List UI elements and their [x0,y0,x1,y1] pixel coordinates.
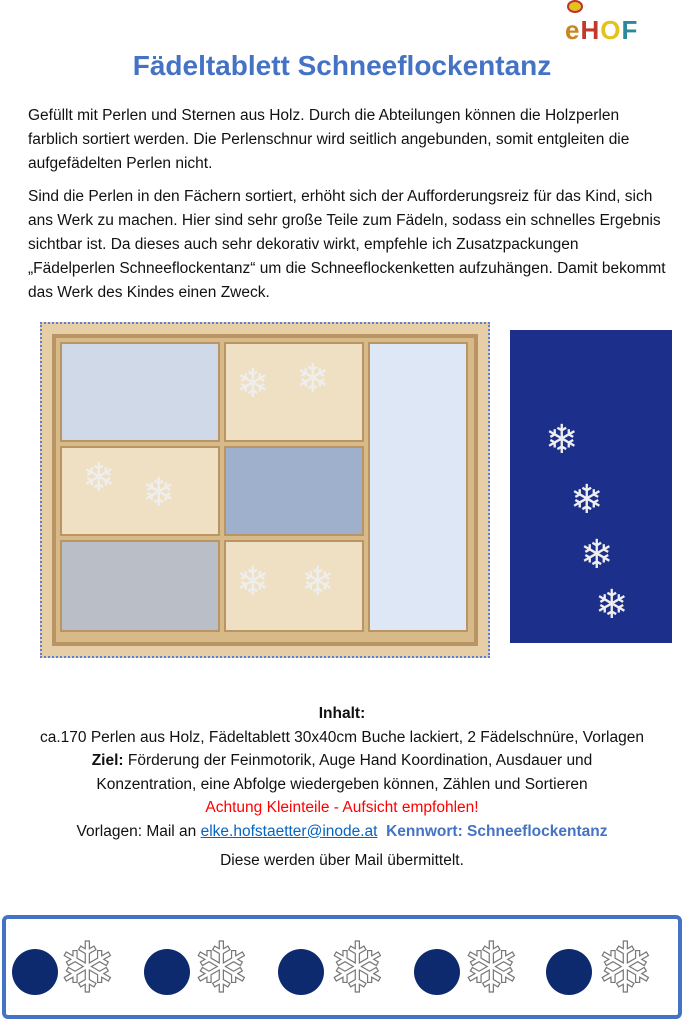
email-link[interactable]: elke.hofstaetter@inode.at [200,822,378,840]
contents-text: ca.170 Perlen aus Holz, Fädeltablett 30x40cm Buche lackiert, 2 Fädelschnüre, Vorlagen [40,728,644,746]
warning-text: Achtung Kleinteile - Aufsicht empfohlen! [205,799,479,816]
circle-icon [546,949,592,995]
circle-icon [12,949,58,995]
goal-line [40,749,644,796]
intro-paragraph: Gefüllt mit Perlen und Sternen aus Holz. Durch die Abteilungen können die Holzperlen farblich sortiert werden. Die Perlenschnur wird seitlich angebunden, somit entgleiten die aufgefädelten Perlen nicht. [28,107,630,172]
snowflake-icon: ❄ [462,929,521,1007]
note-text: Diese werden über Mail übermittelt. [220,852,464,869]
keyword-text: Kennwort: Schneeflockentanz [386,822,608,840]
tray [52,334,478,646]
goal-label: Ziel: [91,752,124,769]
tray-photo [40,322,490,658]
product-info [40,702,644,873]
hof-logo: eHOF [565,0,645,46]
circle-icon [278,949,324,995]
decorative-border [2,915,682,1019]
snowflake-icon: ❄ [596,929,655,1007]
snowflake-icon: ❄ [192,929,251,1007]
page-title: Fädeltablett Schneeflockentanz [132,50,552,81]
contents-heading: Inhalt: [318,705,366,722]
tray-cell-flakes2: ❄ ❄ [60,446,220,536]
tray-cell-flakes3: ❄ ❄ [224,540,364,632]
tray-cell-flakes: ❄ ❄ [224,342,364,442]
tray-cell-beads [60,342,220,442]
circle-icon [144,949,190,995]
goal-text: Förderung der Feinmotorik, Auge Hand Koordination, Ausdauer und Konzentration, eine Abfolge wiedergeben können, Zählen und Sortieren [96,752,593,793]
tray-cell-templates [368,342,468,632]
snowflake-icon: ❄ [328,929,387,1007]
circle-icon [414,949,460,995]
snowflake-icon: ❄ [58,929,117,1007]
tray-cell-blue-beads [224,446,364,536]
templates-line [40,820,644,844]
description-paragraph: Sind die Perlen in den Fächern sortiert, erhöht sich der Aufforderungsreiz für das Kind, sich ans Werk zu machen. Hier sind sehr große Teile zum Fädeln, sodass ein schnelles Ergebnis sichtbar ist. Da dieses auch sehr dekorativ wirkt, empfehle ich Zusatzpackungen „Fädelperlen Schneeflockentanz“ um die Schneeflockenketten aufzuhängen. Damit bekommt das Werk des Kindes einen Zweck. [28,188,666,301]
snowflake-chain-photo: ❄ ❄ ❄ ❄ [510,330,672,643]
tray-cell-silver-beads [60,540,220,632]
templates-prefix: Vorlagen: Mail an [76,822,201,840]
logo-ears [567,0,583,13]
